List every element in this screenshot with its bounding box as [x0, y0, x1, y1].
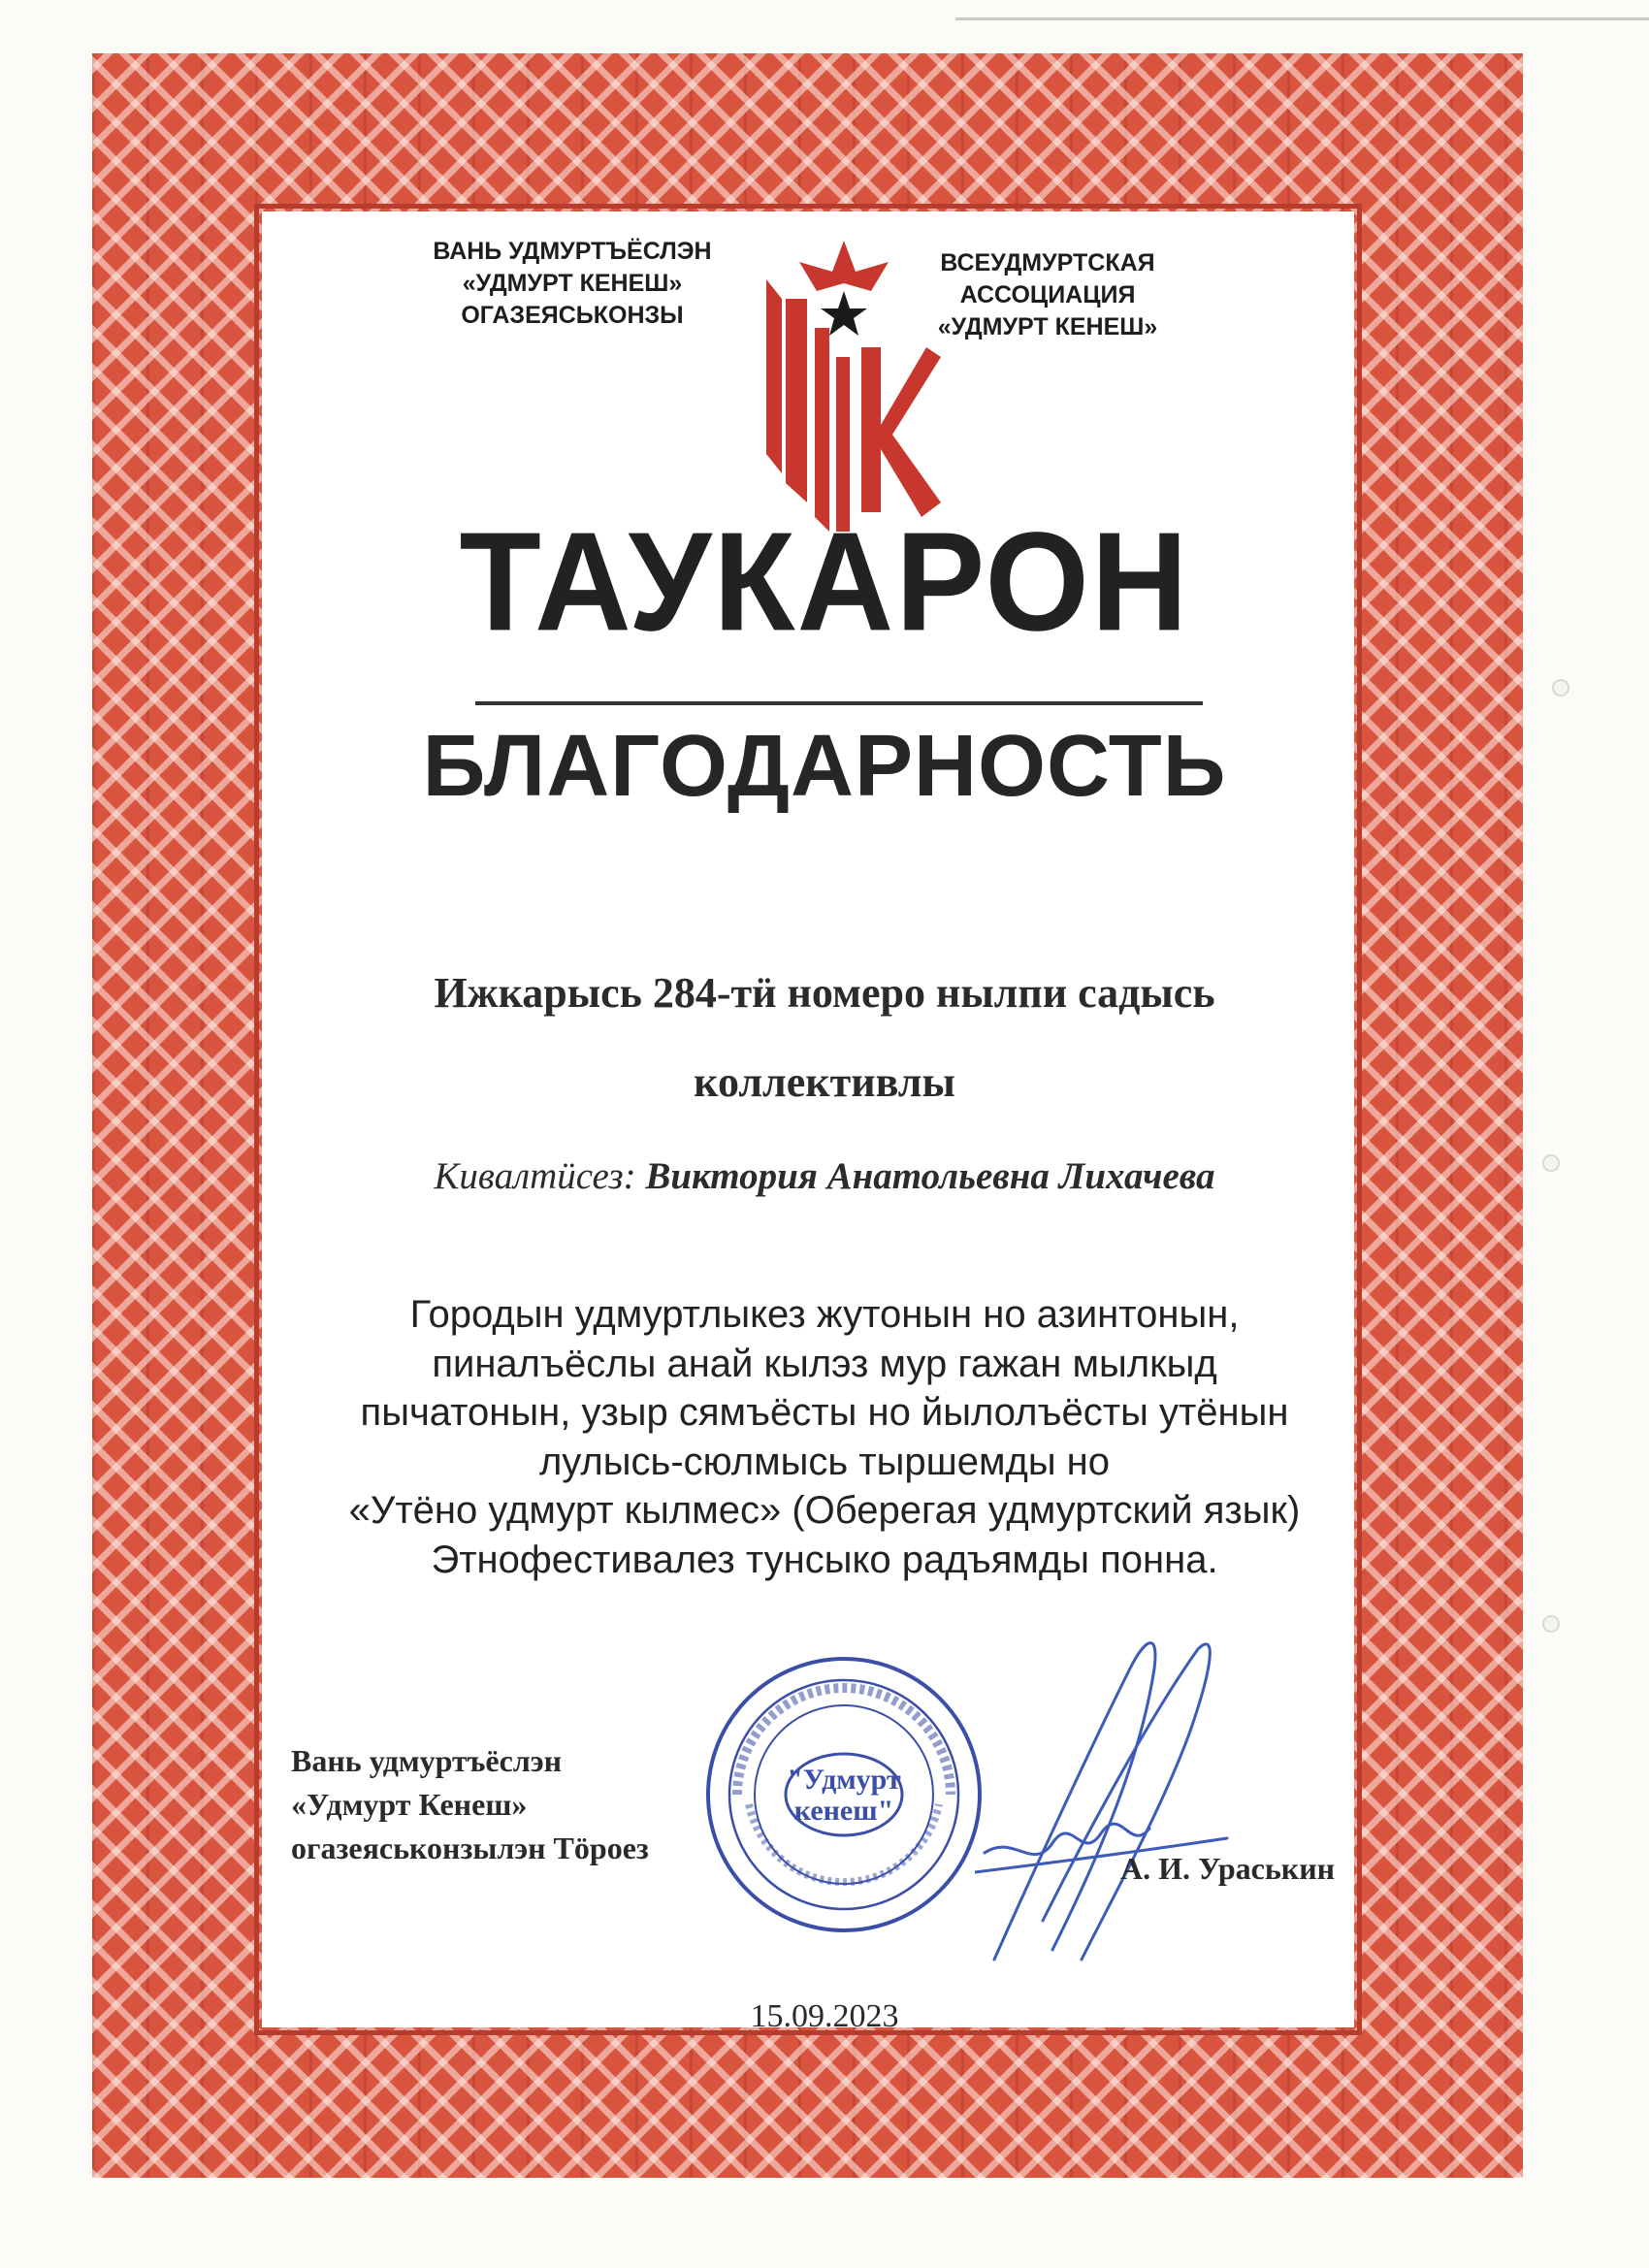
header-left-line: ВАНЬ УДМУРТЪЁСЛЭН [433, 238, 712, 265]
body-line: «Утёно удмурт кылмес» (Оберегая удмуртский язык) [348, 1489, 1301, 1532]
body-line: Городын удмуртлыкез жутонын но азинтонын, [409, 1293, 1240, 1336]
punch-hole [1542, 1154, 1560, 1172]
recipient-line: Ижкарысь 284-тӥ номеро нылпи садысь [434, 969, 1215, 1017]
signatory-line: Вань удмуртъёслэн [291, 1743, 563, 1778]
stamp-text: "Удмурт [787, 1764, 901, 1796]
header-russian-org [873, 247, 1222, 343]
title-divider [475, 701, 1203, 705]
header-right-line: «УДМУРТ КЕНЕШ» [937, 313, 1158, 340]
signatory-line: «Удмурт Кенеш» [291, 1787, 528, 1822]
leader-name: Виктория Анатольевна Лихачева [645, 1155, 1215, 1197]
header-left-line: «УДМУРТ КЕНЕШ» [462, 270, 683, 297]
stamp-text: кенеш" [793, 1795, 894, 1827]
scan-edge-line [955, 17, 1649, 20]
issue-date: 15.09.2023 [750, 1998, 899, 2034]
handwritten-signature-icon [975, 1630, 1256, 1979]
body-line: пиналъёслы анай кылэз мур гажан мылкыд [432, 1342, 1217, 1385]
title-udmurt: ТАУКАРОН [459, 503, 1190, 661]
header-right-line: ВСЕУДМУРТСКАЯ [940, 249, 1155, 276]
signatory-title [291, 1739, 649, 1870]
leader-label: Кивалтӥсез: [434, 1155, 636, 1197]
body-line: Этнофестивалез тунсыко радъямды понна. [431, 1538, 1218, 1581]
gratitude-text [291, 1290, 1358, 1584]
punch-hole [1552, 679, 1569, 697]
organization-stamp-icon [698, 1649, 989, 1940]
body-line: лулысь-сюлмысь тыршемды но [538, 1440, 1111, 1483]
signatory-line: огазеяськонзылэн Тöроез [291, 1831, 649, 1865]
body-line: пычатонын, узыр сямъёсты но йылолъёсты утёнын [360, 1391, 1289, 1434]
header-left-line: ОГАЗЕЯСЬКОНЗЫ [461, 302, 684, 329]
recipient-line: коллективлы [694, 1058, 955, 1106]
header-right-line: АССОЦИАЦИЯ [959, 281, 1136, 308]
leader-line [291, 1154, 1358, 1198]
header-udmurt-org [398, 236, 747, 332]
signer-name: А. И. Ураськин [1120, 1851, 1336, 1886]
title-russian: БЛАГОДАРНОСТЬ [422, 718, 1227, 815]
punch-hole [1542, 1615, 1560, 1633]
